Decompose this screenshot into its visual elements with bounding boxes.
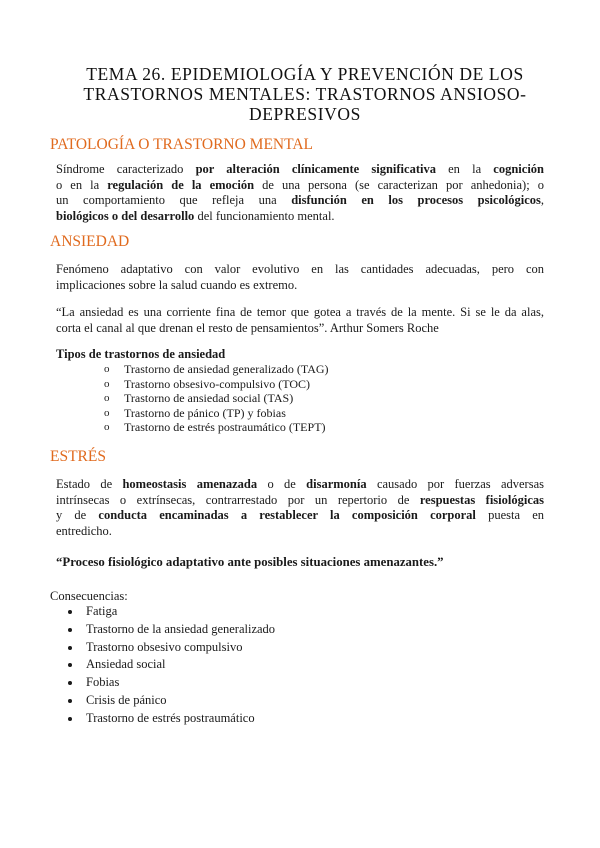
text-span: Estado de [56,477,123,491]
list-item-text: Crisis de pánico [86,692,167,707]
list-item [104,391,329,406]
text-span: causado por fuerzas adversas [366,477,544,491]
circle-bullet-icon: o [104,377,110,390]
list-item-text: Trastorno de la ansiedad generalizado [86,621,276,636]
circle-bullet-icon: o [104,406,110,419]
page-title [70,64,540,124]
list-item-text: Trastorno de estrés postraumático (TEPT) [124,420,326,434]
patologia-line-3 [56,193,544,209]
bold-span: conducta encaminadas a restablecer la composición corporal [98,508,476,522]
bold-span: regulación de la emoción [107,177,255,192]
tipos-list [104,362,329,435]
patologia-line-4 [56,209,544,225]
estres-quote: “Proceso fisiológico adaptativo ante posibles situaciones amenazantes.” [56,555,444,569]
list-item-text: Trastorno obsesivo compulsivo [86,639,243,654]
consecuencias-list [66,603,275,728]
bold-span: disfunción en los procesos psicológicos [291,193,541,207]
bullet-icon [68,663,72,667]
text-span: o en la [56,177,108,192]
bullet-icon [68,699,72,703]
text-span: , [540,193,544,207]
list-item-text: Trastorno de pánico (TP) y fobias [124,405,286,420]
list-item-text: Trastorno de ansiedad generalizado (TAG) [124,362,329,376]
text-span: o de [257,477,307,491]
estres-line-4: entredicho. [56,523,112,538]
quote-line-1: “La ansiedad es una corriente fina de temor que gotea a través de la mente. Si se le da alas, [56,305,544,319]
circle-bullet-icon: o [104,392,110,404]
bold-span: respuestas fisiológicas [419,492,544,507]
list-item [66,639,275,657]
list-item [104,406,329,421]
bold-span: disarmonía [306,477,367,491]
list-item-text: Ansiedad social [86,657,166,672]
text-span: puesta en [475,508,544,522]
heading-estres: ESTRÉS [50,448,106,465]
ansiedad-quote [56,305,544,336]
list-item [66,621,275,639]
text-span: de una persona (se caracterizan por anhedonia); o [254,177,544,192]
list-item [66,674,275,692]
list-item [66,603,275,621]
list-item-text: Fatiga [86,604,118,618]
circle-bullet-icon: o [104,421,110,433]
patologia-line-2 [56,178,544,194]
list-item [66,710,275,728]
list-item [104,362,329,377]
ansiedad-line-1: Fenómeno adaptativo con valor evolutivo en las cantidades adecuadas, pero con [56,262,544,276]
patologia-line-1 [56,162,544,178]
consecuencias-label: Consecuencias: [50,589,128,603]
estres-paragraph [56,477,544,539]
circle-bullet-icon: o [104,363,110,375]
bold-span: por alteración clínicamente significativa [195,162,436,176]
text-span: del funcionamiento mental. [194,208,335,223]
estres-line-2 [56,493,544,509]
text-span: Síndrome caracterizado [56,162,196,176]
heading-patologia: PATOLOGÍA O TRASTORNO MENTAL [50,136,314,153]
text-span: un comportamiento que refleja una [56,193,292,207]
list-item [66,656,275,674]
list-item [104,377,329,392]
bullet-icon [68,646,72,650]
tipos-heading: Tipos de trastornos de ansiedad [56,347,226,361]
bullet-icon [68,681,72,685]
title-line-2: TRASTORNOS MENTALES: TRASTORNOS ANSIOSO- [83,84,527,104]
ansiedad-line-2: implicaciones sobre la salud cuando es extremo. [56,277,298,292]
text-span: en la [435,162,494,176]
title-line-3: DEPRESIVOS [249,104,361,124]
text-span: y de [56,508,99,522]
list-item-text: Trastorno obsesivo-compulsivo (TOC) [124,376,310,391]
list-item-text: Trastorno de ansiedad social (TAS) [124,391,294,405]
list-item [66,692,275,710]
bold-span: homeostasis amenazada [122,477,258,491]
bullet-icon [68,628,72,632]
bold-span: biológicos o del desarrollo [56,208,195,223]
patologia-paragraph [56,162,544,224]
bold-span: cognición [493,162,544,176]
text-span: intrínsecas o extrínsecas, contrarrestado por un repertorio de [56,492,420,507]
bullet-icon [68,610,72,614]
heading-ansiedad: ANSIEDAD [50,233,130,250]
quote-line-2: corta el canal al que drenan el resto de pensamientos”. Arthur Somers Roche [56,320,439,335]
estres-line-3 [56,508,544,524]
list-item-text: Trastorno de estrés postraumático [86,710,255,725]
title-line-1: TEMA 26. EPIDEMIOLOGÍA Y PREVENCIÓN DE LOS [86,64,524,84]
estres-line-1 [56,477,544,493]
ansiedad-paragraph [56,262,544,293]
bullet-icon [68,717,72,721]
list-item [104,420,329,435]
list-item-text: Fobias [86,675,120,690]
